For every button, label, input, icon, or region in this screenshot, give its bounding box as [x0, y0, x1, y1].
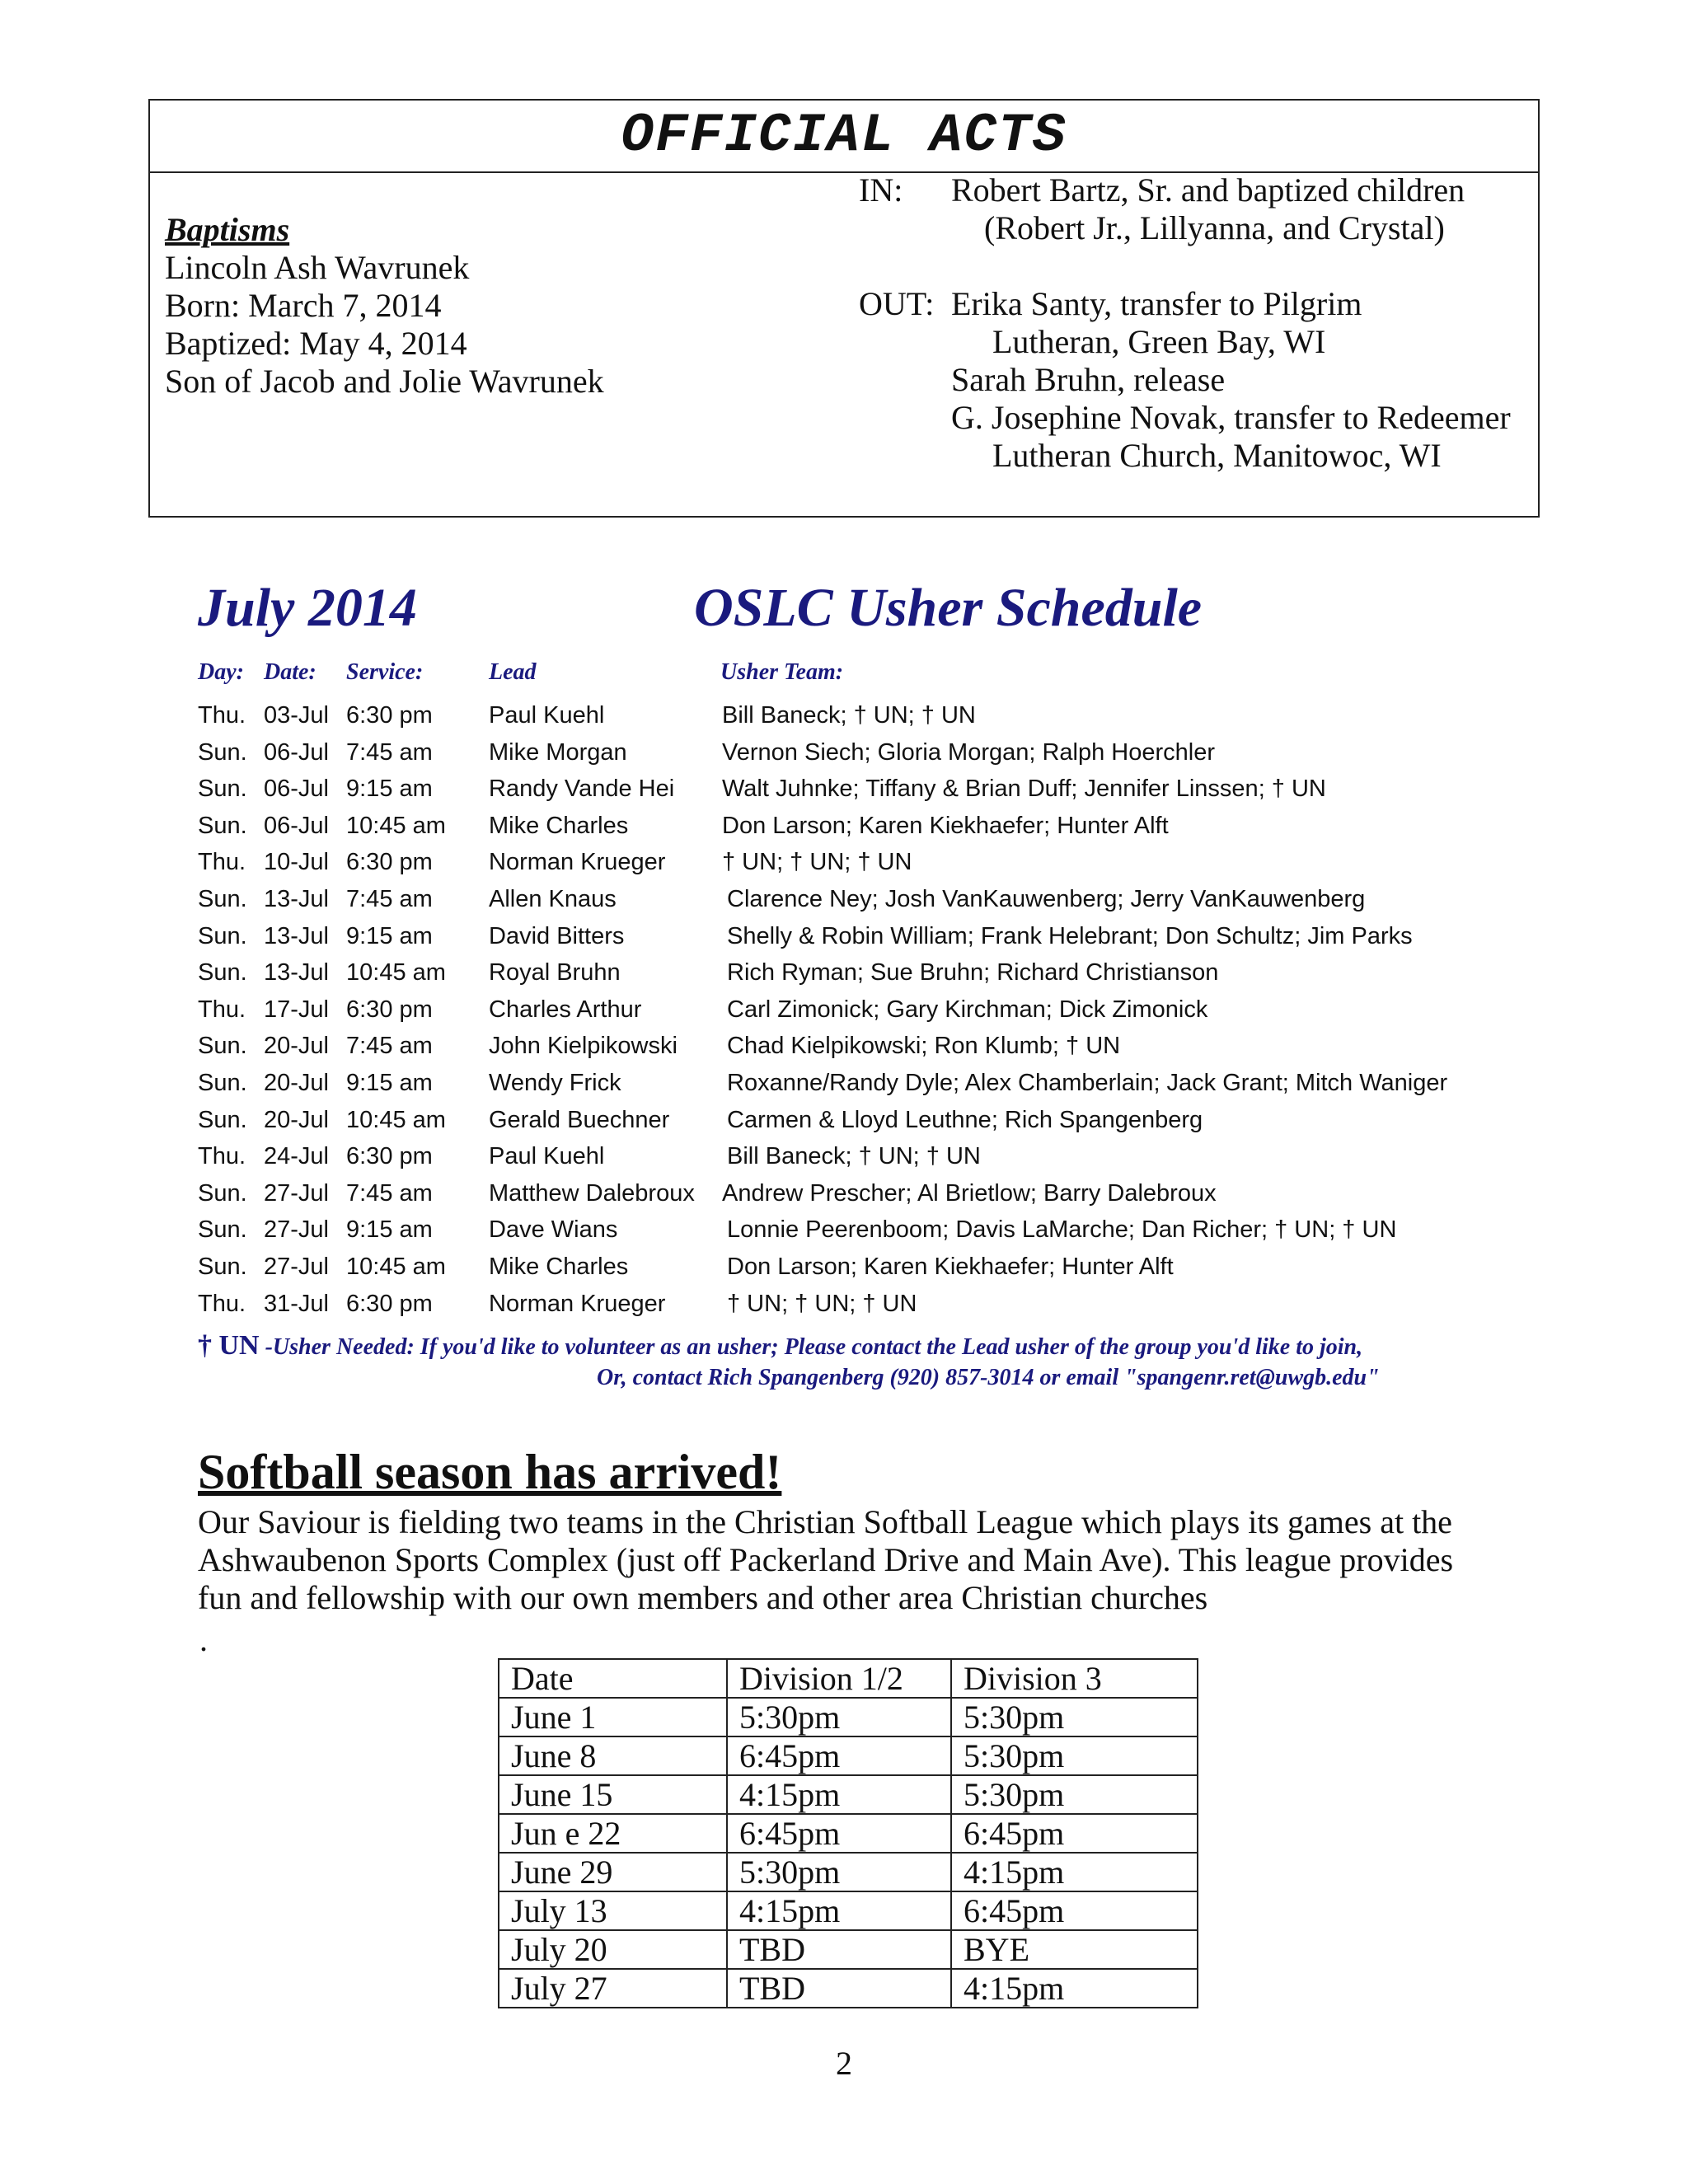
col-header-service: Service: [346, 659, 424, 685]
schedule-lead: Norman Krueger [489, 1290, 666, 1317]
softball-cell: 6:45pm [727, 1736, 951, 1775]
schedule-day: Sun. [198, 886, 247, 912]
schedule-lead: Paul Kuehl [489, 1143, 605, 1170]
schedule-row [0, 996, 1688, 1033]
softball-row [499, 1736, 1198, 1775]
schedule-team: Clarence Ney; Josh VanKauwenberg; Jerry VanKauwenberg [727, 886, 1366, 912]
col-header-lead: Lead [489, 659, 537, 685]
official-acts-box [148, 99, 1540, 518]
softball-row [499, 1775, 1198, 1814]
schedule-date: 20-Jul [264, 1033, 329, 1060]
schedule-lead: Mike Morgan [489, 738, 627, 766]
softball-cell: July 27 [499, 1969, 727, 2008]
schedule-row [0, 1180, 1688, 1216]
usher-footnote-line2: Or, contact Rich Spangenberg (920) 857-3014 or email "spangenr.ret@uwgb.edu" [597, 1365, 1380, 1390]
softball-cell: TBD [727, 1930, 951, 1969]
softball-cell: BYE [951, 1930, 1198, 1969]
membership-out-line: Lutheran, Green Bay, WI [992, 323, 1326, 360]
membership-in-line: (Robert Jr., Lillyanna, and Crystal) [984, 209, 1445, 246]
membership-out-line: G. Josephine Novak, transfer to Redeemer [951, 399, 1511, 436]
schedule-service: 7:45 am [346, 886, 433, 912]
softball-cell: July 20 [499, 1930, 727, 1969]
schedule-team: Bill Baneck; † UN; † UN [722, 702, 976, 729]
schedule-date: 13-Jul [264, 922, 329, 949]
schedule-team: Don Larson; Karen Kiekhaefer; Hunter Alft [727, 1254, 1174, 1280]
schedule-row [0, 1254, 1688, 1290]
schedule-team: Rich Ryman; Sue Bruhn; Richard Christianson [727, 959, 1219, 987]
schedule-date: 17-Jul [264, 996, 329, 1023]
schedule-day: Sun. [198, 1254, 247, 1280]
softball-cell: 5:30pm [951, 1775, 1198, 1814]
schedule-date: 20-Jul [264, 1070, 329, 1096]
softball-row [499, 1891, 1198, 1930]
schedule-row [0, 813, 1688, 849]
schedule-date: 31-Jul [264, 1290, 329, 1317]
softball-cell: 6:45pm [951, 1891, 1198, 1930]
softball-cell: June 1 [499, 1698, 727, 1736]
membership-out-label: OUT: [859, 285, 935, 322]
softball-cell: 4:15pm [951, 1853, 1198, 1891]
schedule-service: 7:45 am [346, 1179, 433, 1207]
col-header-day: Day: [198, 659, 244, 685]
schedule-lead: Mike Charles [489, 812, 629, 839]
schedule-date: 20-Jul [264, 1106, 329, 1133]
schedule-service: 7:45 am [346, 1033, 433, 1060]
softball-header-row [499, 1659, 1198, 1698]
schedule-day: Thu. [198, 849, 246, 876]
softball-row [499, 1853, 1198, 1891]
softball-trailing-dot: . [199, 1621, 208, 1658]
usher-footnote [198, 1330, 1362, 1361]
schedule-lead: Royal Bruhn [489, 959, 621, 987]
schedule-date: 03-Jul [264, 702, 329, 729]
schedule-row [0, 923, 1688, 959]
baptism-line: Lincoln Ash Wavrunek [165, 249, 470, 286]
schedule-service: 6:30 pm [346, 1143, 433, 1170]
softball-cell: July 13 [499, 1891, 727, 1930]
schedule-date: 24-Jul [264, 1143, 329, 1170]
softball-header-cell: Division 3 [951, 1659, 1198, 1698]
schedule-date: 06-Jul [264, 776, 329, 803]
schedule-row [0, 1216, 1688, 1253]
softball-cell: 6:45pm [727, 1814, 951, 1853]
schedule-lead: Wendy Frick [489, 1070, 621, 1096]
schedule-service: 6:30 pm [346, 849, 433, 876]
col-header-date: Date: [264, 659, 316, 685]
softball-cell: 4:15pm [951, 1969, 1198, 2008]
schedule-team: Carmen & Lloyd Leuthne; Rich Spangenberg [727, 1106, 1203, 1133]
schedule-service: 10:45 am [346, 1254, 446, 1280]
schedule-date: 06-Jul [264, 812, 329, 839]
baptisms-heading: Baptisms [165, 211, 290, 248]
baptism-line: Son of Jacob and Jolie Wavrunek [165, 363, 604, 400]
schedule-date: 27-Jul [264, 1254, 329, 1280]
schedule-day: Thu. [198, 702, 246, 729]
schedule-row [0, 776, 1688, 812]
schedule-team: Roxanne/Randy Dyle; Alex Chamberlain; Jack Grant; Mitch Waniger [727, 1070, 1448, 1096]
schedule-title: OSLC Usher Schedule [694, 578, 1203, 638]
schedule-team: Chad Kielpikowski; Ron Klumb; † UN [727, 1033, 1121, 1060]
softball-schedule-table [498, 1658, 1198, 2008]
membership-section [859, 171, 1511, 475]
schedule-row [0, 702, 1688, 738]
schedule-team: Walt Juhnke; Tiffany & Brian Duff; Jennifer Linssen; † UN [722, 776, 1326, 803]
official-acts-title: OFFICIAL ACTS [150, 101, 1538, 173]
schedule-day: Sun. [198, 959, 247, 987]
schedule-team: † UN; † UN; † UN [722, 849, 912, 876]
softball-cell: June 29 [499, 1853, 727, 1891]
schedule-lead: Gerald Buechner [489, 1106, 670, 1133]
schedule-team: Bill Baneck; † UN; † UN [727, 1143, 981, 1170]
schedule-service: 9:15 am [346, 922, 433, 949]
schedule-service: 10:45 am [346, 959, 446, 987]
schedule-day: Thu. [198, 1143, 246, 1170]
schedule-row [0, 886, 1688, 922]
schedule-lead: Paul Kuehl [489, 702, 605, 729]
schedule-team: Carl Zimonick; Gary Kirchman; Dick Zimonick [727, 996, 1208, 1023]
schedule-day: Sun. [198, 812, 247, 839]
schedule-day: Sun. [198, 1033, 247, 1060]
schedule-day: Sun. [198, 1179, 247, 1207]
softball-cell: 5:30pm [951, 1736, 1198, 1775]
schedule-service: 6:30 pm [346, 996, 433, 1023]
softball-title: Softball season has arrived! [198, 1445, 782, 1499]
schedule-service: 10:45 am [346, 812, 446, 839]
usher-needed-symbol: † UN [198, 1330, 260, 1361]
schedule-lead: Matthew Dalebroux [489, 1179, 695, 1207]
schedule-service: 6:30 pm [346, 1290, 433, 1317]
schedule-team: Don Larson; Karen Kiekhaefer; Hunter Alft [722, 812, 1169, 839]
schedule-day: Sun. [198, 1106, 247, 1133]
schedule-day: Sun. [198, 738, 247, 766]
softball-header-cell: Date [499, 1659, 727, 1698]
schedule-team: † UN; † UN; † UN [727, 1290, 917, 1317]
schedule-service: 9:15 am [346, 1216, 433, 1244]
softball-row [499, 1814, 1198, 1853]
membership-in-label: IN: [859, 171, 903, 209]
schedule-service: 6:30 pm [346, 702, 433, 729]
schedule-team: Andrew Prescher; Al Brietlow; Barry Dalebroux [722, 1179, 1217, 1207]
schedule-row [0, 1070, 1688, 1106]
schedule-lead: Norman Krueger [489, 849, 666, 876]
schedule-row [0, 1291, 1688, 1327]
softball-header-cell: Division 1/2 [727, 1659, 951, 1698]
schedule-lead: Allen Knaus [489, 886, 617, 912]
schedule-service: 10:45 am [346, 1106, 446, 1133]
softball-row [499, 1698, 1198, 1736]
schedule-team: Lonnie Peerenboom; Davis LaMarche; Dan Richer; † UN; † UN [727, 1216, 1397, 1244]
schedule-lead: Dave Wians [489, 1216, 618, 1244]
schedule-month: July 2014 [198, 578, 417, 638]
softball-cell: TBD [727, 1969, 951, 2008]
schedule-team: Shelly & Robin William; Frank Helebrant; Don Schultz; Jim Parks [727, 922, 1413, 949]
schedule-day: Thu. [198, 996, 246, 1023]
schedule-lead: Mike Charles [489, 1254, 629, 1280]
schedule-row [0, 959, 1688, 996]
schedule-lead: Randy Vande Hei [489, 776, 675, 803]
softball-cell: Jun e 22 [499, 1814, 727, 1853]
schedule-service: 7:45 am [346, 738, 433, 766]
schedule-date: 13-Jul [264, 886, 329, 912]
schedule-date: 06-Jul [264, 738, 329, 766]
schedule-team: Vernon Siech; Gloria Morgan; Ralph Hoerchler [722, 738, 1216, 766]
schedule-date: 27-Jul [264, 1216, 329, 1244]
schedule-service: 9:15 am [346, 776, 433, 803]
schedule-lead: John Kielpikowski [489, 1033, 678, 1060]
schedule-lead: Charles Arthur [489, 996, 642, 1023]
softball-cell: 5:30pm [727, 1853, 951, 1891]
softball-cell: 5:30pm [951, 1698, 1198, 1736]
schedule-date: 10-Jul [264, 849, 329, 876]
schedule-lead: David Bitters [489, 922, 625, 949]
softball-row [499, 1969, 1198, 2008]
softball-cell: June 8 [499, 1736, 727, 1775]
softball-paragraph: Our Saviour is fielding two teams in the Christian Softball League which plays its games at the Ashwaubenon Sports Complex (just off Packerland Drive and Main Ave). This league provides fun and fellowship with our own members and other area Christian churches [198, 1503, 1454, 1616]
page-number: 2 [836, 2045, 852, 2082]
baptism-line: Baptized: May 4, 2014 [165, 325, 467, 362]
schedule-row [0, 1107, 1688, 1143]
col-header-team: Usher Team: [720, 659, 844, 685]
schedule-row [0, 1143, 1688, 1179]
schedule-date: 27-Jul [264, 1179, 329, 1207]
schedule-row [0, 739, 1688, 776]
softball-cell: 5:30pm [727, 1698, 951, 1736]
softball-cell: June 15 [499, 1775, 727, 1814]
schedule-row [0, 849, 1688, 885]
softball-cell: 4:15pm [727, 1891, 951, 1930]
schedule-day: Sun. [198, 922, 247, 949]
softball-cell: 6:45pm [951, 1814, 1198, 1853]
membership-out-line: Sarah Bruhn, release [951, 361, 1226, 398]
membership-out-line: Erika Santy, transfer to Pilgrim [951, 285, 1362, 322]
schedule-day: Sun. [198, 1216, 247, 1244]
schedule-date: 13-Jul [264, 959, 329, 987]
softball-row [499, 1930, 1198, 1969]
softball-cell: 4:15pm [727, 1775, 951, 1814]
schedule-row [0, 1033, 1688, 1069]
schedule-service: 9:15 am [346, 1070, 433, 1096]
usher-footnote-line1: -Usher Needed: If you'd like to volunteer as an usher; Please contact the Lead usher of the group you'd like to join, [259, 1334, 1363, 1360]
membership-out-line: Lutheran Church, Manitowoc, WI [992, 437, 1442, 474]
schedule-day: Thu. [198, 1290, 246, 1317]
baptisms-section [165, 211, 604, 401]
schedule-day: Sun. [198, 1070, 247, 1096]
membership-in-line: Robert Bartz, Sr. and baptized children [951, 171, 1465, 209]
baptism-line: Born: March 7, 2014 [165, 287, 442, 324]
schedule-day: Sun. [198, 776, 247, 803]
